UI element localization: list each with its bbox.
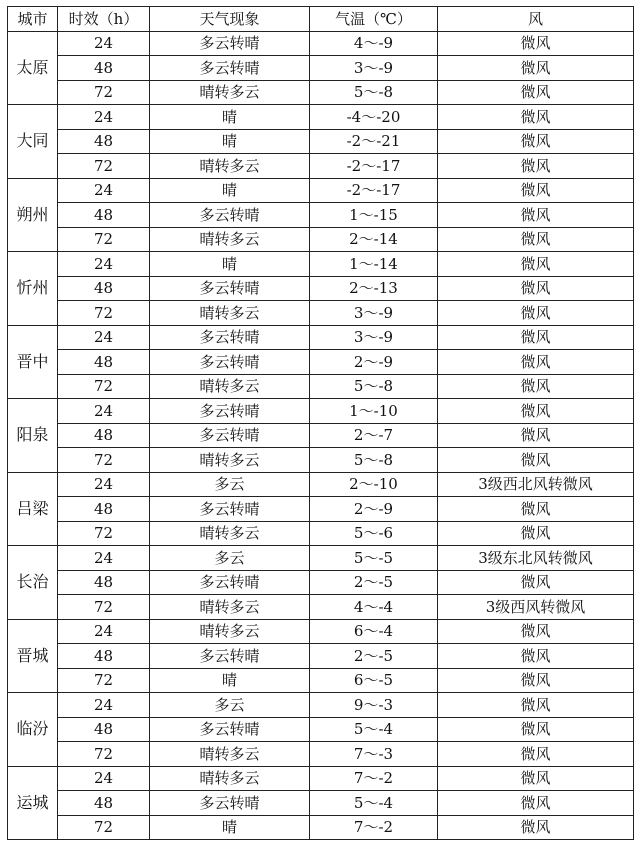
hours-cell: 48 (58, 56, 150, 81)
hours-cell: 72 (58, 448, 150, 473)
table-row (8, 717, 634, 742)
temperature-cell: 7～-2 (310, 766, 438, 791)
temperature-cell: 5～-8 (310, 448, 438, 473)
temperature-cell: 2～-14 (310, 227, 438, 252)
wind-cell: 微风 (438, 791, 634, 816)
wind-cell: 微风 (438, 570, 634, 595)
city-name-cell: 朔州 (8, 178, 58, 252)
hours-cell: 48 (58, 203, 150, 228)
table-row (8, 227, 634, 252)
hours-cell: 24 (58, 766, 150, 791)
hours-cell: 48 (58, 350, 150, 375)
hours-cell: 48 (58, 717, 150, 742)
wind-cell: 微风 (438, 448, 634, 473)
temperature-cell: 1～-10 (310, 399, 438, 424)
temperature-cell: 3～-9 (310, 301, 438, 326)
temperature-cell: 6～-4 (310, 619, 438, 644)
wind-cell: 微风 (438, 129, 634, 154)
hours-cell: 72 (58, 80, 150, 105)
hours-cell: 24 (58, 178, 150, 203)
wind-cell: 微风 (438, 276, 634, 301)
temperature-cell: 4～-9 (310, 31, 438, 56)
temperature-cell: 2～-13 (310, 276, 438, 301)
table-row (8, 619, 634, 644)
table-row (8, 178, 634, 203)
temperature-cell: -2～-21 (310, 129, 438, 154)
table-row (8, 129, 634, 154)
table-row (8, 80, 634, 105)
weather-cell: 晴转多云 (150, 374, 310, 399)
table-row (8, 154, 634, 179)
temperature-cell: 2～-10 (310, 472, 438, 497)
hours-cell: 48 (58, 423, 150, 448)
temperature-cell: 5～-8 (310, 80, 438, 105)
hours-cell: 48 (58, 644, 150, 669)
temperature-cell: 6～-5 (310, 668, 438, 693)
wind-cell: 微风 (438, 693, 634, 718)
hours-cell: 72 (58, 742, 150, 767)
hours-cell: 72 (58, 301, 150, 326)
wind-cell: 微风 (438, 717, 634, 742)
hours-cell: 24 (58, 546, 150, 571)
weather-cell: 多云转晴 (150, 423, 310, 448)
weather-cell: 多云转晴 (150, 203, 310, 228)
hours-cell: 72 (58, 815, 150, 840)
hours-cell: 48 (58, 129, 150, 154)
city-name-cell: 忻州 (8, 252, 58, 326)
hours-cell: 72 (58, 595, 150, 620)
weather-cell: 晴 (150, 815, 310, 840)
weather-cell: 多云转晴 (150, 325, 310, 350)
temperature-cell: 2～-9 (310, 497, 438, 522)
wind-cell: 微风 (438, 227, 634, 252)
forecast-table (7, 6, 634, 840)
hours-cell: 24 (58, 105, 150, 130)
table-row (8, 325, 634, 350)
temperature-cell: 2～-9 (310, 350, 438, 375)
weather-cell: 多云 (150, 472, 310, 497)
wind-cell: 微风 (438, 399, 634, 424)
forecast-body (8, 31, 634, 840)
wind-cell: 微风 (438, 203, 634, 228)
weather-cell: 晴转多云 (150, 80, 310, 105)
header-wind: 风 (438, 7, 634, 32)
weather-cell: 晴转多云 (150, 227, 310, 252)
header-weather: 天气现象 (150, 7, 310, 32)
city-name-cell: 太原 (8, 31, 58, 105)
table-row (8, 448, 634, 473)
wind-cell: 微风 (438, 423, 634, 448)
header-hours: 时效（h） (58, 7, 150, 32)
weather-cell: 多云转晴 (150, 570, 310, 595)
wind-cell: 微风 (438, 105, 634, 130)
weather-cell: 晴转多云 (150, 521, 310, 546)
header-row (8, 7, 634, 32)
table-row (8, 595, 634, 620)
hours-cell: 48 (58, 791, 150, 816)
city-name-cell: 晋城 (8, 619, 58, 693)
hours-cell: 72 (58, 227, 150, 252)
hours-cell: 48 (58, 497, 150, 522)
city-name-cell: 运城 (8, 766, 58, 840)
weather-cell: 晴 (150, 178, 310, 203)
hours-cell: 48 (58, 570, 150, 595)
weather-cell: 多云转晴 (150, 717, 310, 742)
wind-cell: 3级东北风转微风 (438, 546, 634, 571)
weather-cell: 多云转晴 (150, 644, 310, 669)
table-row (8, 668, 634, 693)
temperature-cell: 1～-14 (310, 252, 438, 277)
table-row (8, 301, 634, 326)
table-row (8, 276, 634, 301)
weather-cell: 多云转晴 (150, 56, 310, 81)
wind-cell: 微风 (438, 80, 634, 105)
table-row (8, 252, 634, 277)
weather-cell: 晴 (150, 105, 310, 130)
table-row (8, 570, 634, 595)
wind-cell: 微风 (438, 154, 634, 179)
weather-cell: 晴转多云 (150, 619, 310, 644)
temperature-cell: 2～-7 (310, 423, 438, 448)
table-row (8, 815, 634, 840)
hours-cell: 48 (58, 276, 150, 301)
temperature-cell: 3～-9 (310, 56, 438, 81)
wind-cell: 微风 (438, 252, 634, 277)
table-row (8, 399, 634, 424)
header-city: 城市 (8, 7, 58, 32)
temperature-cell: 2～-5 (310, 644, 438, 669)
hours-cell: 72 (58, 154, 150, 179)
city-name-cell: 晋中 (8, 325, 58, 399)
hours-cell: 24 (58, 31, 150, 56)
wind-cell: 3级西北风转微风 (438, 472, 634, 497)
hours-cell: 24 (58, 325, 150, 350)
table-row (8, 742, 634, 767)
city-name-cell: 阳泉 (8, 399, 58, 473)
wind-cell: 微风 (438, 815, 634, 840)
hours-cell: 24 (58, 252, 150, 277)
table-row (8, 203, 634, 228)
table-row (8, 56, 634, 81)
hours-cell: 72 (58, 374, 150, 399)
wind-cell: 微风 (438, 521, 634, 546)
wind-cell: 微风 (438, 301, 634, 326)
weather-cell: 多云 (150, 546, 310, 571)
wind-cell: 微风 (438, 374, 634, 399)
weather-cell: 晴转多云 (150, 301, 310, 326)
weather-cell: 多云转晴 (150, 497, 310, 522)
city-name-cell: 吕梁 (8, 472, 58, 546)
temperature-cell: -2～-17 (310, 154, 438, 179)
weather-cell: 晴 (150, 252, 310, 277)
wind-cell: 微风 (438, 619, 634, 644)
temperature-cell: 4～-4 (310, 595, 438, 620)
table-row (8, 105, 634, 130)
temperature-cell: 9～-3 (310, 693, 438, 718)
table-row (8, 31, 634, 56)
temperature-cell: 5～-8 (310, 374, 438, 399)
weather-cell: 多云转晴 (150, 791, 310, 816)
table-row (8, 693, 634, 718)
table-row (8, 521, 634, 546)
temperature-cell: 5～-4 (310, 717, 438, 742)
weather-cell: 晴转多云 (150, 595, 310, 620)
wind-cell: 微风 (438, 766, 634, 791)
weather-cell: 多云 (150, 693, 310, 718)
weather-cell: 晴 (150, 129, 310, 154)
weather-cell: 多云转晴 (150, 399, 310, 424)
hours-cell: 24 (58, 472, 150, 497)
wind-cell: 3级西风转微风 (438, 595, 634, 620)
temperature-cell: 1～-15 (310, 203, 438, 228)
hours-cell: 24 (58, 399, 150, 424)
temperature-cell: 5～-5 (310, 546, 438, 571)
weather-cell: 晴转多云 (150, 448, 310, 473)
temperature-cell: 7～-3 (310, 742, 438, 767)
temperature-cell: 5～-4 (310, 791, 438, 816)
weather-cell: 晴 (150, 668, 310, 693)
wind-cell: 微风 (438, 644, 634, 669)
hours-cell: 72 (58, 521, 150, 546)
weather-cell: 晴转多云 (150, 766, 310, 791)
table-row (8, 472, 634, 497)
city-name-cell: 长治 (8, 546, 58, 620)
wind-cell: 微风 (438, 668, 634, 693)
table-row (8, 374, 634, 399)
table-row (8, 497, 634, 522)
wind-cell: 微风 (438, 178, 634, 203)
city-name-cell: 大同 (8, 105, 58, 179)
header-temperature: 气温（℃） (310, 7, 438, 32)
wind-cell: 微风 (438, 497, 634, 522)
temperature-cell: 7～-2 (310, 815, 438, 840)
weather-cell: 晴转多云 (150, 154, 310, 179)
wind-cell: 微风 (438, 742, 634, 767)
hours-cell: 24 (58, 693, 150, 718)
weather-cell: 晴转多云 (150, 742, 310, 767)
temperature-cell: 5～-6 (310, 521, 438, 546)
temperature-cell: 3～-9 (310, 325, 438, 350)
wind-cell: 微风 (438, 325, 634, 350)
table-row (8, 644, 634, 669)
wind-cell: 微风 (438, 350, 634, 375)
hours-cell: 72 (58, 668, 150, 693)
table-row (8, 766, 634, 791)
table-row (8, 791, 634, 816)
wind-cell: 微风 (438, 56, 634, 81)
table-row (8, 350, 634, 375)
wind-cell: 微风 (438, 31, 634, 56)
weather-cell: 多云转晴 (150, 276, 310, 301)
weather-cell: 多云转晴 (150, 350, 310, 375)
table-row (8, 423, 634, 448)
temperature-cell: -4～-20 (310, 105, 438, 130)
table-row (8, 546, 634, 571)
city-name-cell: 临汾 (8, 693, 58, 767)
temperature-cell: -2～-17 (310, 178, 438, 203)
weather-cell: 多云转晴 (150, 31, 310, 56)
temperature-cell: 2～-5 (310, 570, 438, 595)
hours-cell: 24 (58, 619, 150, 644)
